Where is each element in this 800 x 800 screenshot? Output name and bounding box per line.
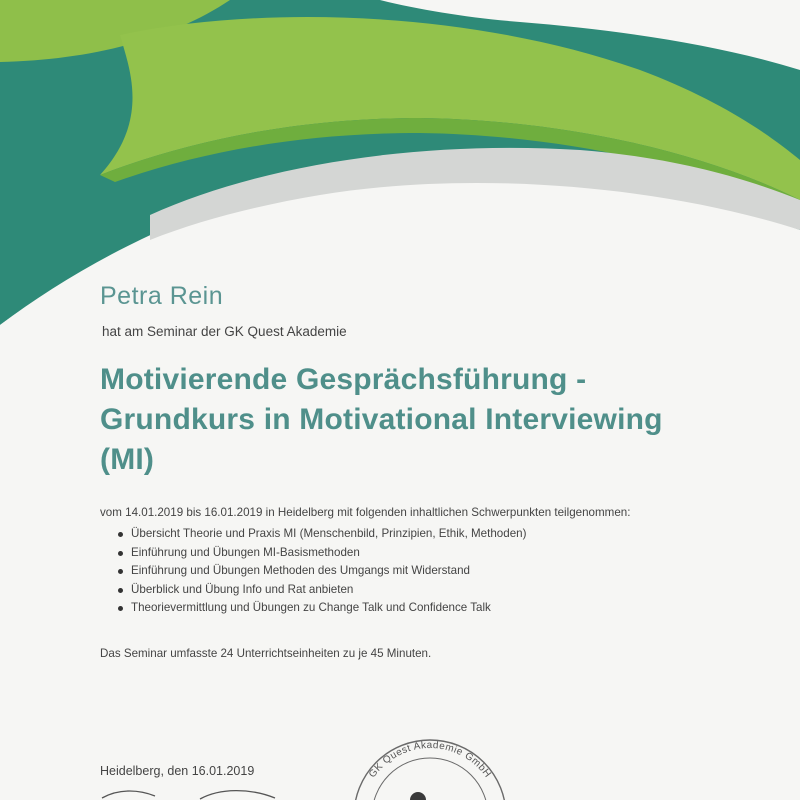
stamp-text: GK Quest Akademie GmbH	[366, 739, 494, 780]
topic-text: Überblick und Übung Info und Rat anbieten	[131, 582, 354, 596]
bullet-icon	[118, 532, 123, 537]
svg-text:GK Quest Akademie GmbH	[367, 740, 493, 780]
course-title-line: Motivierende Gesprächsführung -	[100, 363, 587, 396]
list-item	[118, 562, 526, 581]
topic-text: Theorievermittlung und Übungen zu Change Talk und Confidence Talk	[131, 601, 491, 614]
list-item	[118, 525, 526, 544]
course-title-line: Grundkurs in Motivational Interviewing	[100, 403, 663, 436]
bullet-icon	[118, 551, 123, 556]
topic-list	[118, 525, 526, 618]
topic-text: Übersicht Theorie und Praxis MI (Menschenbild, Prinzipien, Ethik, Methoden)	[131, 527, 527, 540]
company-stamp	[340, 738, 520, 800]
recipient-name: Petra Rein	[100, 282, 224, 310]
list-item	[118, 544, 526, 563]
place-and-date: Heidelberg, den 16.01.2019	[100, 764, 255, 778]
bullet-icon	[118, 606, 123, 611]
course-title	[100, 360, 790, 480]
intro-line: hat am Seminar der GK Quest Akademie	[102, 324, 347, 339]
duration-text: Das Seminar umfasste 24 Unterrichtseinheiten zu je 45 Minuten.	[100, 647, 432, 660]
decorative-wave-banner	[0, 0, 800, 330]
bullet-icon	[118, 569, 123, 574]
topic-text: Einführung und Übungen MI-Basismethoden	[131, 545, 360, 559]
course-title-line: (MI)	[100, 443, 155, 476]
seminar-period-text: vom 14.01.2019 bis 16.01.2019 in Heidelberg mit folgenden inhaltlichen Schwerpunkten teilgenommen:	[100, 506, 631, 519]
list-item	[118, 581, 526, 600]
list-item	[118, 599, 526, 618]
topic-text: Einführung und Übungen Methoden des Umgangs mit Widerstand	[131, 564, 470, 577]
signature-scribble	[100, 786, 280, 800]
bullet-icon	[118, 588, 123, 593]
